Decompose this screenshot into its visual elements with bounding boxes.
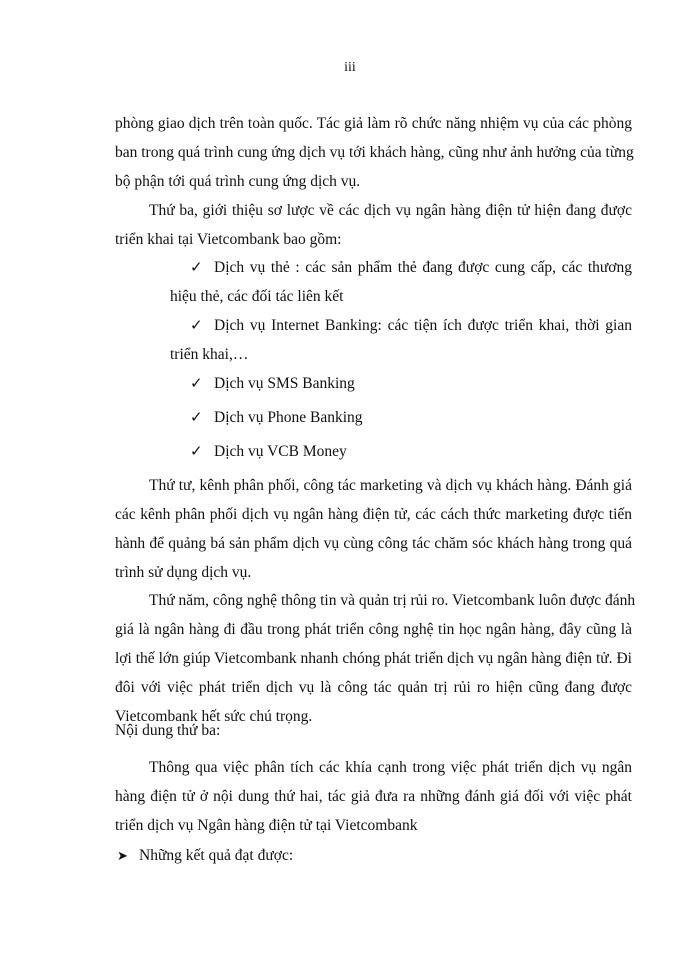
paragraph-line: giá là ngân hàng đi đầu trong phát triển công nghệ tin học ngân hàng, đây cũng là bbox=[115, 621, 632, 638]
bullet-item-vcb-money bbox=[190, 437, 632, 466]
check-icon: ✓ bbox=[190, 374, 203, 392]
paragraph-line: Thứ ba, giới thiệu sơ lược về các dịch vụ ngân hàng điện tử hiện đang được bbox=[149, 202, 632, 219]
bullet-item-phone-banking bbox=[190, 403, 632, 432]
bullet-text: Dịch vụ SMS Banking bbox=[214, 375, 355, 392]
paragraph-fifth-point bbox=[115, 586, 636, 731]
check-icon: ✓ bbox=[190, 316, 203, 334]
bullet-text: Dịch vụ VCB Money bbox=[214, 443, 347, 460]
bullet-text: Dịch vụ Phone Banking bbox=[214, 409, 363, 426]
bullet-item-card-service bbox=[170, 253, 632, 311]
bullet-text: Dịch vụ thẻ : các sản phẩm thẻ đang được cung cấp, các thương bbox=[214, 259, 632, 276]
arrow-list-item-text: Những kết quả đạt được: bbox=[139, 847, 294, 864]
paragraph-line: Thứ năm, công nghệ thông tin và quản trị rủi ro. Vietcombank luôn được đánh bbox=[149, 592, 636, 609]
bullet-item-internet-banking bbox=[170, 311, 632, 369]
paragraph-line: Thứ tư, kênh phân phối, công tác marketing và dịch vụ khách hàng. Đánh giá bbox=[149, 477, 632, 494]
check-icon: ✓ bbox=[190, 258, 203, 276]
paragraph-line: bộ phận tới quá trình cung ứng dịch vụ. bbox=[115, 173, 361, 190]
paragraph-line: phòng giao dịch trên toàn quốc. Tác giả làm rõ chức năng nhiệm vụ của các phòng bbox=[115, 115, 632, 132]
arrow-list-item bbox=[117, 841, 293, 871]
paragraph-fourth-point bbox=[115, 471, 632, 587]
bullet-text: hiệu thẻ, các đối tác liên kết bbox=[170, 288, 344, 305]
check-icon: ✓ bbox=[190, 408, 203, 426]
paragraph-continuation bbox=[115, 109, 632, 196]
bullet-text: triển khai,… bbox=[170, 346, 249, 363]
paragraph-line: Vietcombank hết sức chú trọng. bbox=[115, 708, 313, 725]
paragraph-line: triển dịch vụ Ngân hàng điện tử tại Vietcombank bbox=[115, 817, 418, 834]
paragraph-line: hành để quảng bá sản phẩm dịch vụ cùng công tác chăm sóc khách hàng trong quá bbox=[115, 535, 632, 552]
paragraph-line: hàng điện tử ở nội dung thứ hai, tác giả đưa ra những đánh giá đối với việc phát bbox=[115, 788, 632, 805]
paragraph-third-point bbox=[115, 196, 632, 254]
paragraph-line: đôi với việc phát triển dịch vụ là công tác quản trị rủi ro hiện cũng đang được bbox=[115, 679, 632, 696]
paragraph-line: trình sử dụng dịch vụ. bbox=[115, 564, 252, 581]
paragraph-line: ban trong quá trình cung ứng dịch vụ tới khách hàng, cũng như ảnh hưởng của từng bbox=[115, 144, 634, 161]
paragraph-line: lợi thế lớn giúp Vietcombank nhanh chóng phát triển dịch vụ ngân hàng điện tử. Đi bbox=[115, 650, 632, 667]
arrow-right-icon: ➤ bbox=[117, 849, 128, 864]
page-number: iii bbox=[344, 60, 356, 75]
section-heading bbox=[115, 716, 632, 745]
paragraph-line: triển khai tại Vietcombank bao gồm: bbox=[115, 231, 342, 248]
bullet-item-sms-banking bbox=[190, 369, 632, 398]
check-icon: ✓ bbox=[190, 442, 203, 460]
section-heading-text: Nội dung thứ ba: bbox=[115, 722, 221, 739]
paragraph-line: Thông qua việc phân tích các khía cạnh trong việc phát triển dịch vụ ngân bbox=[149, 759, 632, 776]
paragraph-line: các kênh phân phối dịch vụ ngân hàng điện tử, các cách thức marketing được tiến bbox=[115, 506, 632, 523]
paragraph-third-content bbox=[115, 753, 632, 840]
bullet-text: Dịch vụ Internet Banking: các tiện ích được triển khai, thời gian bbox=[214, 317, 632, 334]
